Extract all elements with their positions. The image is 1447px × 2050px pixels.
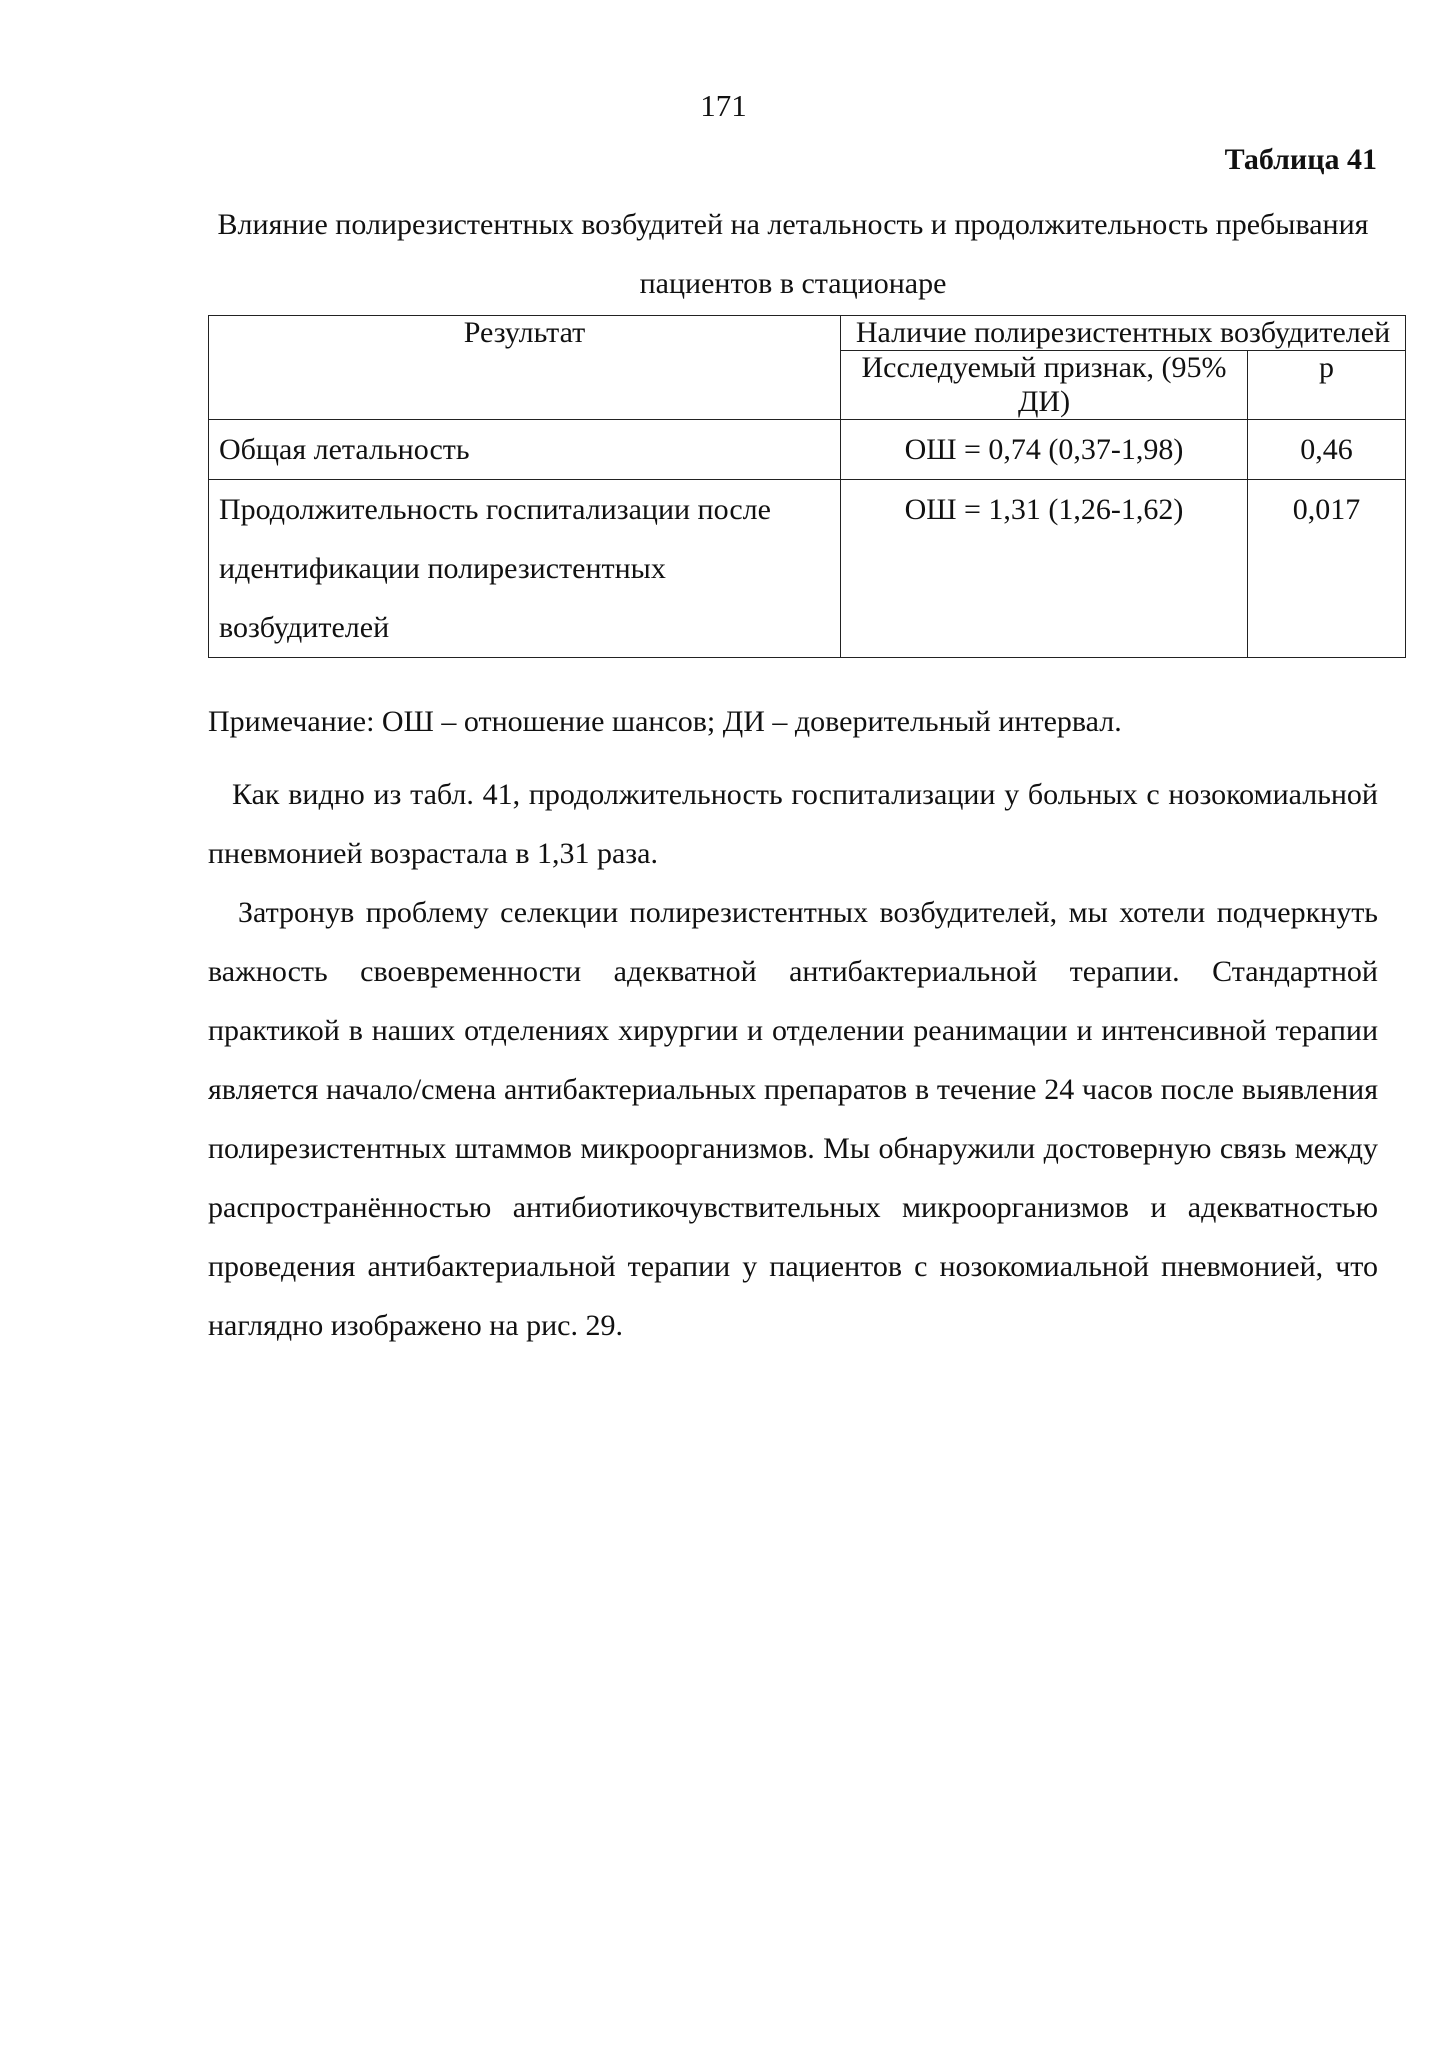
row-odds-ratio: ОШ = 1,31 (1,26-1,62) [841,480,1248,658]
header-sign: Исследуемый признак, (95% ДИ) [841,351,1248,420]
table-header-row [209,316,1406,351]
row-result: Продолжительность госпитализации после идентификации полирезистентных возбудителей [209,480,841,658]
row-p-value: 0,017 [1248,480,1406,658]
table-label: Таблица 41 [1224,143,1377,176]
header-result: Результат [209,316,841,420]
paragraph: Как видно из табл. 41, продолжительность госпитализации у больных с нозокомиальной пневмонией возрастала в 1,31 раза. [208,778,1378,870]
row-p-value: 0,46 [1248,420,1406,480]
row-odds-ratio: ОШ = 0,74 (0,37-1,98) [841,420,1248,480]
table-row [209,480,1406,658]
header-group: Наличие полирезистентных возбудителей [841,316,1406,351]
row-result: Общая летальность [209,420,841,480]
table-row [209,420,1406,480]
body-text [208,765,1378,1355]
table-note: Примечание: ОШ – отношение шансов; ДИ – доверительный интервал. [208,705,1122,738]
header-p: р [1248,351,1406,420]
results-table [208,315,1406,658]
page-number: 171 [700,88,747,123]
paragraph: Затронув проблему селекции полирезистентных возбудителей, мы хотели подчеркнуть важность своевременности адекватной антибактериальной терапии. Стандартной практикой в наших отделениях хирургии и отделении реанимации и интенсивной терапии является начало/смена антибактериальных препаратов в течение 24 часов после выявления полирезистентных штаммов микроорганизмов. Мы обнаружили достоверную связь между распространённостью антибиотикочувствительных микроорганизмов и адекватностью проведения антибактериальной терапии у пациентов с нозокомиальной пневмонией, что наглядно изображено на рис. 29. [208,896,1378,1342]
table-caption: Влияние полирезистентных возбудитей на летальность и продолжительность пребывания пациентов в стационаре [217,208,1369,300]
